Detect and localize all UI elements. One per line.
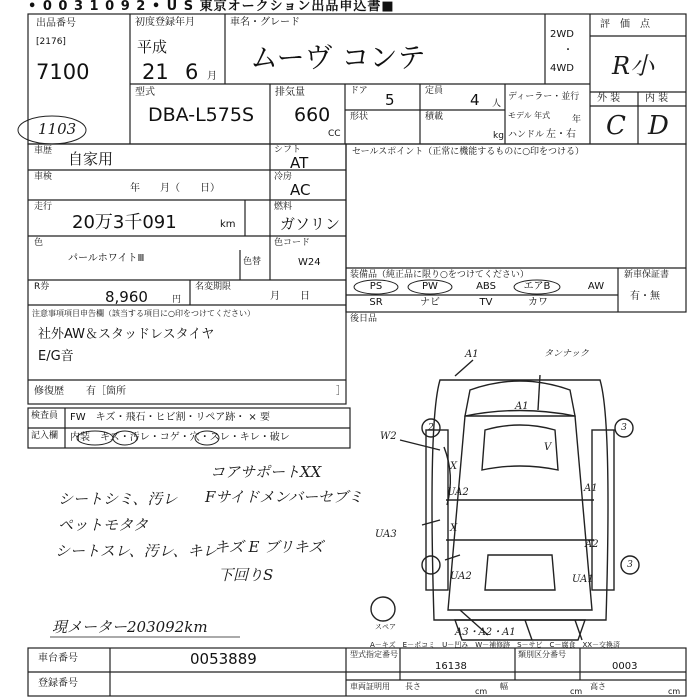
lot-label: 出品番号 [36,18,76,29]
chassis-value: 0053889 [190,650,257,668]
first-reg-month: 6 [185,60,199,84]
grade-label: 評 価 点 [600,19,650,30]
car-diagram [371,360,639,640]
car-name: ムーヴ コンテ [250,41,426,74]
length-unit: cm [475,687,488,696]
dmg-a1-hood: A1 [515,401,529,412]
hw-meter: 現メーター203092km [52,618,208,636]
notes-label: 注意事項項目申告欄（該当する項目に○印をつけてください） [32,309,255,318]
width-label: 幅 [500,682,508,691]
equip-ps: PS [369,281,383,292]
equip-pw: PW [422,281,438,292]
first-reg-year: 21 [142,60,169,84]
doors-label: ドア [350,86,368,96]
notes-line2: E/G音 [38,349,74,364]
inspection-value: 年 月（ 日） [130,183,220,194]
drive-4wd: 4WD [550,63,574,74]
shift-value: AT [290,154,309,172]
mileage-label: 走行 [34,202,53,212]
equip-navi: ナビ [420,297,440,308]
dmg-a1-right: A1 [584,483,598,494]
registration-label: 車歴 [34,146,53,156]
equip-tv: TV [479,297,493,308]
name-change-value: 月 日 [270,291,310,302]
chassis-label: 車台番号 [38,653,78,664]
dmg-ua2-1: UA2 [447,487,469,498]
equip-airbag: エアB [523,281,551,292]
size-label: 車両証明用 [350,682,390,691]
recycle-value: 8,960 [105,288,148,306]
reg-label: 登録番号 [38,678,78,689]
recycle-label: R券 [34,282,50,292]
dmg-w2: W2 [380,431,397,442]
hw-right-1: コアサポートXX [210,463,322,481]
warranty-label: 新車保証書 [624,270,670,280]
color-value: パールホワイトⅢ [68,253,145,264]
lot-number: 7100 [36,60,90,84]
hw-right-4: 下回りS [218,566,274,584]
first-reg-era: 平成 [137,38,168,56]
dmg-a1-top: A1 [465,349,479,360]
displacement-value: 660 [294,104,331,126]
displacement-unit: CC [328,129,341,139]
inspector-row2-head: 内装 [70,432,90,443]
inspector-label-2: 記入欄 [31,431,59,441]
top-strip: • 0 0 3 1 0 9 2 • U S 東京オークション出品申込書■ [28,0,395,14]
ac-label: 冷房 [274,172,293,182]
color-label: 色 [34,238,44,248]
lot-mark: 1103 [38,120,77,138]
doors-value: 5 [385,91,395,109]
equip-sr: SR [369,297,383,308]
inspector-row2: キズ・汚レ・コゲ・穴・スレ・キレ・破レ [100,432,290,443]
repair-value: 有［箇所 [86,386,126,397]
dmg-a2-right: A2 [585,539,599,550]
hw-left-1: シートシミ、汚レ [58,490,178,508]
capacity-label: 定員 [425,86,444,96]
spare-label: スペア [375,623,396,631]
wheel-mark-2: 3 [621,423,627,433]
handle-label: ハンドル [508,130,545,140]
capacity-value: 4 [470,91,480,109]
drive-2wd: 2WD [550,29,574,40]
inspection-label: 車検 [34,172,53,182]
color-code-value: W24 [298,257,321,268]
color-change-label: 色替 [243,257,262,267]
repair-close: ］ [336,386,346,397]
dealer-label: ディーラー・並行 [508,92,580,102]
lot-sub: [2176] [36,37,66,47]
mileage-unit: km [220,219,236,230]
warranty-value: 有・無 [630,291,660,302]
mileage-value: 20万3千091 [72,212,177,233]
displacement-label: 排気量 [275,87,305,98]
grade-value: R小 [612,52,655,80]
handle-value: 左・右 [546,129,576,140]
model-label: 型式 [135,87,155,98]
damage-legend: A－キズ E－ポコミ U－凹み W－補修跡 S－サビ C－腐食 XX－交換済 [370,641,621,649]
type-no-value: 16138 [435,661,467,672]
recycle-unit: 円 [172,295,182,305]
shift-label: シフト [274,145,302,155]
equip-leather: カワ [528,297,548,308]
first-reg-month-unit: 月 [207,71,217,82]
shape-label: 形状 [350,112,369,122]
fuel-value: ガソリン [280,215,341,233]
capacity-unit: 人 [492,99,502,109]
model-year-label: モデル 年式 [508,111,551,120]
dmg-ua1: UA1 [572,574,594,585]
class-value: 0003 [612,661,638,672]
int-label: 内 装 [645,93,669,104]
dmg-bottom-marks: A3・A2・A1 [455,627,516,638]
color-code-label: 色コード [274,238,311,248]
dmg-ua2-2: UA2 [450,571,472,582]
repair-label: 修復歴 [34,386,64,397]
dmg-ua3: UA3 [375,529,397,540]
equip-aw: AW [587,281,605,292]
load-label: 積載 [425,112,444,122]
inspector-label-1: 検査員 [31,411,59,421]
header-frame [28,14,686,144]
dmg-x2: X [450,523,458,534]
dmg-v: V [544,442,552,453]
name-change-label: 名変期限 [195,282,232,292]
first-reg-label: 初度登録年月 [135,17,195,28]
dmg-tank-note: タンナック [544,349,589,359]
int-grade: D [648,111,669,141]
wheel-mark-1: 2 [428,423,434,433]
equipment-label: 装備品（純正品に限り○をつけてください） [350,270,529,280]
type-no-label: 型式指定番号 [350,650,398,659]
drive-dot: ・ [563,45,573,56]
inspector-row1: FW キズ・飛石・ヒビ割・リペア跡・ × 要 [70,412,270,423]
sales-points-label: セールスポイント（正常に機能するものに○印をつける） [352,147,585,157]
equip-abs: ABS [476,281,496,292]
dmg-x1: X [450,461,458,472]
hw-left-2: ペットモタタ [58,516,149,534]
height-unit: cm [668,687,681,696]
fuel-label: 燃料 [274,202,293,212]
ac-value: AC [290,181,311,199]
rear-items-label: 後日品 [350,314,378,324]
class-label: 類別区分番号 [518,650,566,659]
notes-line1: 社外AW＆スタッドレスタイヤ [38,327,215,342]
model-year-unit: 年 [572,115,582,125]
load-unit: kg [493,131,504,141]
length-label: 長さ [405,682,421,691]
hw-left-3: シートスレ、汚レ、キレ [55,542,218,560]
wheel-mark-3: 3 [627,560,633,570]
height-label: 高さ [590,682,606,691]
registration-value: 自家用 [68,150,114,168]
car-name-label: 車名・グレード [230,17,300,28]
ext-grade: C [606,111,626,141]
hw-right-2: Fサイドメンバーセブミ [205,488,363,506]
hw-right-3: キズ E ブリキズ [214,538,324,556]
width-unit: cm [570,687,583,696]
ext-label: 外 装 [597,93,621,104]
model-value: DBA-L575S [148,104,255,126]
